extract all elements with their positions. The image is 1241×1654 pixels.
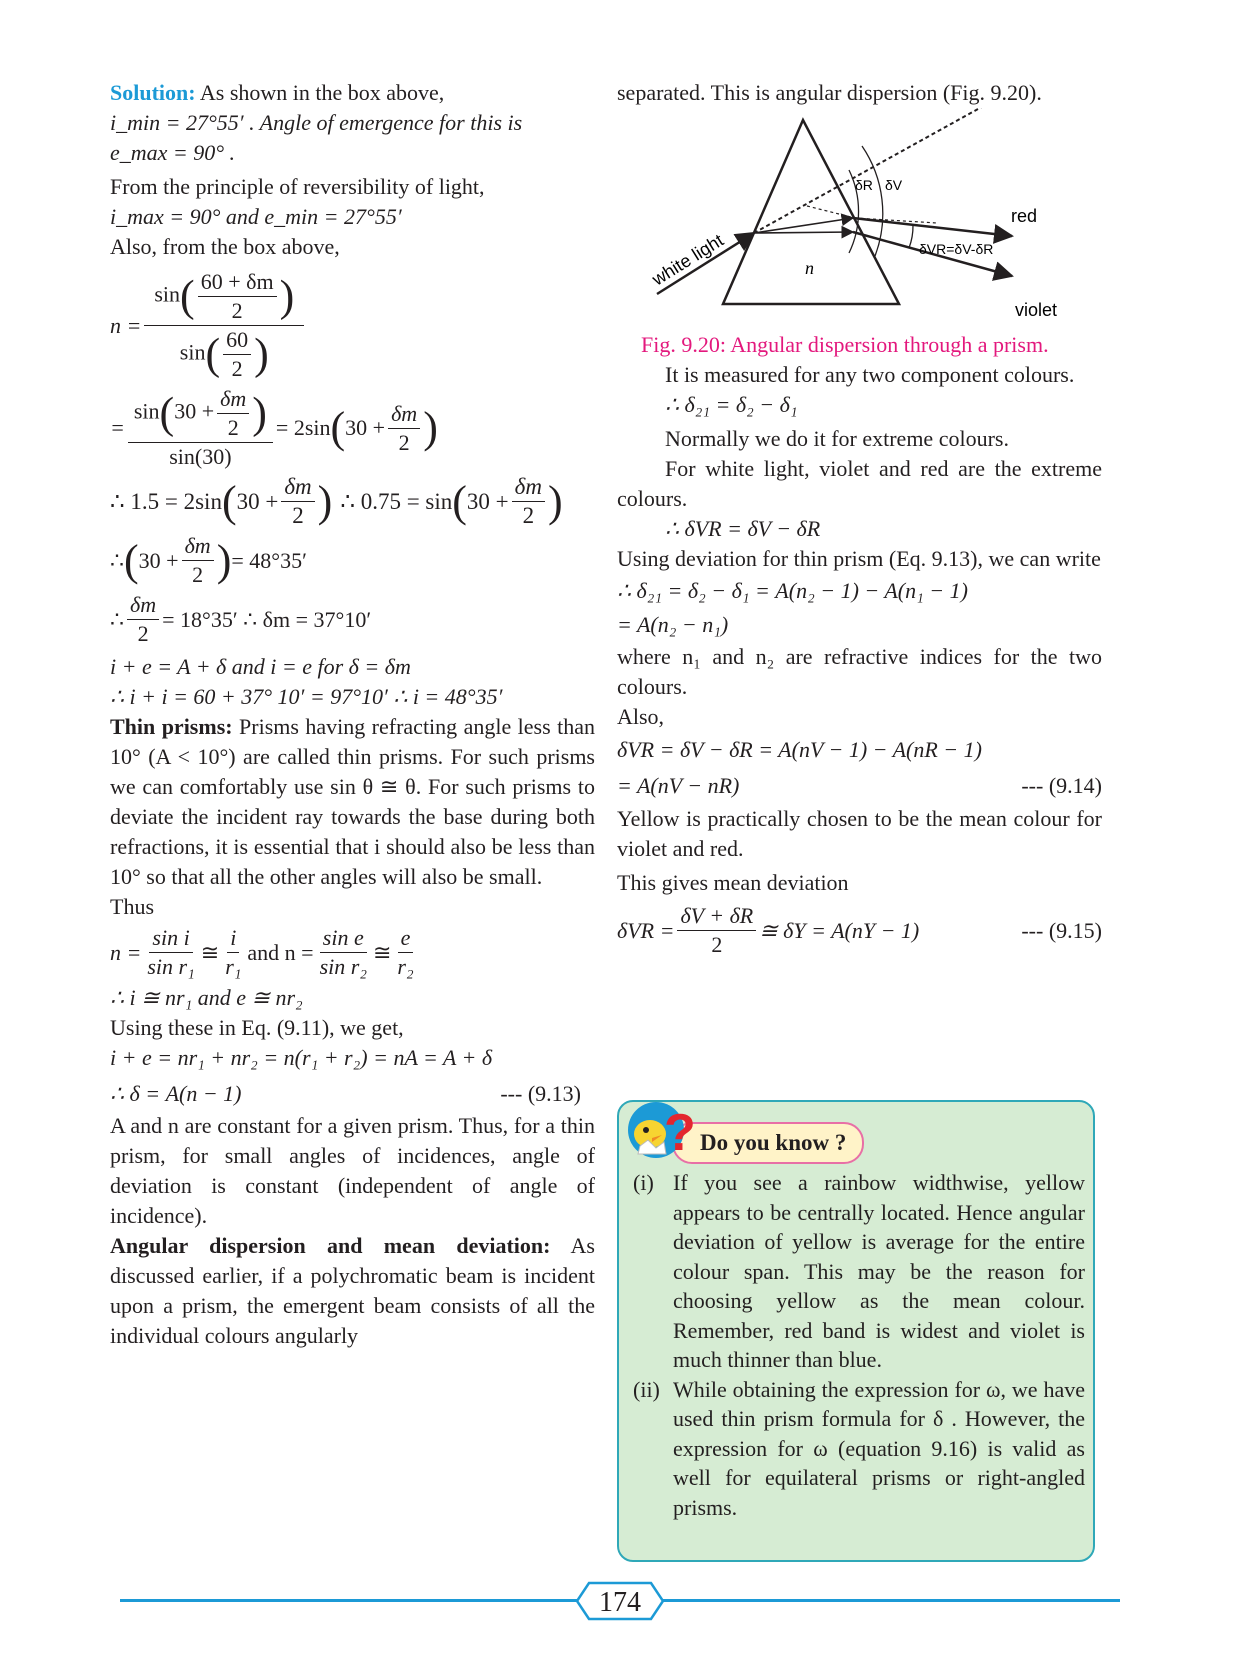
- delta-equation-row: [110, 1079, 595, 1109]
- sin30-formula: = sin(30 + $\frac{\delta m}{2}$ ) sin(30) = 2sin ( 30 + $\frac{\delta m}{2}$ ): [110, 386, 438, 469]
- eq-915: --- (9.15): [1021, 917, 1102, 943]
- dvr-full-equation: δVR = δV − δR = A(nV − 1) − A(nR − 1): [617, 737, 982, 762]
- sin-r1: sin r₁: [147, 954, 195, 979]
- two: 2: [522, 503, 535, 528]
- imax-equation: i_max = 90° and e_min = 27°55′: [110, 204, 402, 229]
- thin-prisms-text: Prisms having refracting angle less than 10° (A < 10°) are called thin prisms. For such prisms we can comfortably use sin θ ≅ θ. For such prisms to deviate the incident ray towards the base during both refractions, it is essential that i should also be less than 10° so that all the other angles will also be small.: [110, 714, 595, 889]
- r1-var: r₁: [225, 954, 242, 979]
- equals-2sin: = 2sin: [275, 415, 331, 440]
- chick-question-icon: [622, 1098, 702, 1162]
- n-label: n: [805, 258, 814, 278]
- page-number: 174: [599, 1587, 641, 1618]
- right-column: [617, 330, 1102, 959]
- dvr-result-row: [617, 768, 1102, 804]
- mean-deviation-formula: [617, 902, 1102, 959]
- thirty-plus: 30 +: [345, 415, 386, 440]
- list-text: While obtaining the expression for ω, we have used thin prism formula for δ . However, the expression for ω (equation 9.16) is valid as well for equilateral prisms or right-angled prisms.: [673, 1376, 1085, 1520]
- angular-dispersion-label: Angular dispersion and mean deviation:: [110, 1233, 551, 1258]
- imin-equation: i_min = 27°55′ . Angle of emergence for this is: [110, 110, 523, 135]
- delta-m: δm: [388, 400, 420, 429]
- delta-m: δm: [182, 532, 214, 561]
- therefore-sign: ∴: [110, 606, 124, 632]
- normally-text: Normally we do it for extreme colours.: [665, 426, 1009, 451]
- prism-dispersion-figure: [617, 108, 1102, 340]
- delta-m: δm: [281, 473, 314, 502]
- eq-914: --- (9.14): [1021, 773, 1102, 798]
- dvr-result-equation: = A(nV − nR): [617, 773, 740, 798]
- measured-text: It is measured for any two component colours.: [665, 362, 1075, 387]
- delta-r-label: δR: [855, 177, 873, 193]
- dvr-numerator: δV + δR: [677, 902, 756, 931]
- thirty-plus: 30 +: [466, 488, 509, 514]
- two: 2: [292, 503, 304, 528]
- sin-i: sin i: [149, 924, 192, 953]
- n-thin-formula: [110, 924, 595, 981]
- ie-sum-equation: i + e = nr₁ + nr₂ = n(r₁ + r₂) = nA = A + δ: [110, 1045, 493, 1070]
- dvr-equation: ∴ δVR = δV − δR: [665, 516, 821, 541]
- red-label: red: [1011, 206, 1038, 226]
- delta-m-formula: [110, 591, 595, 648]
- d21-equation: ∴ δ₂₁ = δ₂ − δ₁: [665, 392, 798, 417]
- thin-prisms-paragraph: [110, 712, 595, 892]
- d21-full-equation: ∴ δ₂₁ = δ₂ − δ₁ = A(n₂ − 1) − A(n₁ − 1): [617, 578, 968, 603]
- sixty-plus-dm: 60 + δm: [198, 268, 277, 297]
- therefore-15-formula: ∴ 1.5 = 2sin ( 30 + $\frac{\delta m}{2}$ ) ∴ 0.75 = sin ( 30 + $\frac{\delta m}{2}$ ): [110, 474, 563, 528]
- n-fraction: sin( $\frac{60 + \delta m}{2}$ ) sin( $\frac{60}{2}$ ): [144, 268, 304, 383]
- using-deviation-text: Using deviation for thin prism (Eq. 9.13), we can write: [617, 546, 1101, 571]
- do-you-know-list: [633, 1168, 1085, 1522]
- also-text: Also,: [617, 704, 665, 729]
- inner-ray-violet: [754, 232, 853, 233]
- thus-text: Thus: [110, 894, 154, 919]
- where-text: where n₁ and n₂ are refractive indices for the two colours.: [617, 644, 1102, 699]
- delta-v-label: δV: [885, 177, 903, 193]
- two: 2: [398, 429, 410, 455]
- angular-dispersion-text: As discussed earlier, if a polychromatic beam is incident upon a prism, the emergent beam consists of all the individual colours angularly: [110, 1233, 595, 1348]
- therefore-15: ∴ 1.5 = 2sin: [110, 488, 222, 514]
- angle-4835-formula: ∴ ( 30 + $\frac{\delta m}{2}$ ) = 48°35′: [110, 533, 307, 587]
- solution-text: As shown in the box above,: [199, 80, 445, 105]
- approx-sign: ≅: [200, 939, 220, 965]
- page-number-badge: [575, 1581, 665, 1621]
- delta-equation: ∴ δ = A(n − 1): [110, 1081, 242, 1106]
- mean-deviation-text: This gives mean deviation: [617, 870, 849, 895]
- and-n-equals: and n =: [247, 939, 314, 965]
- n-equals: n =: [110, 939, 142, 965]
- violet-label: violet: [1015, 300, 1058, 320]
- left-column: [110, 78, 595, 1351]
- delta-m: δm: [217, 385, 249, 414]
- two: 2: [231, 356, 243, 381]
- thin-prisms-label: Thin prisms:: [110, 714, 233, 739]
- e-var: e: [398, 924, 414, 953]
- svg-text:?: ?: [664, 1104, 696, 1162]
- figure-caption: Fig. 9.20: Angular dispersion through a prism.: [641, 332, 1049, 357]
- delta-m: δm: [512, 473, 545, 502]
- delta-m: δm: [127, 591, 159, 620]
- two: 2: [192, 562, 204, 587]
- dvr-lhs: δVR =: [617, 917, 675, 943]
- sin-r2: sin r₂: [319, 954, 367, 979]
- thirty-plus: 30 +: [174, 398, 215, 424]
- solution-paragraph: [110, 78, 595, 108]
- equals-4835: = 48°35′: [231, 547, 307, 573]
- reversibility-text: From the principle of reversibility of light,: [110, 174, 485, 199]
- angular-dispersion-paragraph: [110, 1231, 595, 1351]
- also-box-text: Also, from the box above,: [110, 234, 340, 259]
- list-item: [633, 1375, 1085, 1523]
- for-white-text: For white light, violet and red are the extreme colours.: [617, 456, 1102, 511]
- sixty: 60: [223, 326, 251, 355]
- list-item: [633, 1168, 1085, 1375]
- emax-equation: e_max = 90° .: [110, 140, 236, 165]
- sin-label: sin: [133, 398, 160, 424]
- yellow-text: Yellow is practically chosen to be the mean colour for violet and red.: [617, 806, 1102, 861]
- dvr-denominator: 2: [711, 932, 723, 957]
- dashed-extension: [754, 108, 987, 233]
- r2-var: r₂: [397, 954, 414, 979]
- d21-result-equation: = A(n₂ − n₁): [617, 612, 729, 637]
- using-text: Using these in Eq. (9.11), we get,: [110, 1015, 404, 1040]
- sin30-fraction: sin(30 + $\frac{\delta m}{2}$ ) sin(30): [128, 385, 273, 471]
- thirty-plus: 30 +: [138, 547, 179, 573]
- list-text: If you see a rainbow widthwise, yellow appears to be centrally located. Hence angular deviation of yellow is average for the entire colour span. This may be the reason for choosing yellow as the mean colour. Remember, red band is widest and violet is much thinner than blue.: [673, 1170, 1085, 1372]
- sin-label: sin: [154, 281, 181, 307]
- white-light-label: white light: [648, 230, 728, 290]
- n-lhs: n =: [110, 312, 142, 338]
- equals-1835: = 18°35′ ∴ δm = 37°10′: [162, 606, 372, 632]
- i-var: i: [227, 924, 239, 953]
- do-you-know-title: Do you know ?: [672, 1122, 864, 1164]
- arc-delta-vr: [909, 225, 913, 248]
- sin30: sin(30): [169, 444, 232, 469]
- i-nr1-equation: ∴ i ≅ nr₁ and e ≅ nr₂: [110, 985, 303, 1010]
- dvr-rhs: ≅ δY = A(nY − 1): [759, 917, 920, 943]
- iea-equation: i + e = A + δ and i = e for δ = δm: [110, 654, 411, 679]
- list-marker: (ii): [633, 1376, 660, 1402]
- two: 2: [231, 298, 243, 323]
- therefore-sign: ∴: [110, 547, 124, 573]
- two: 2: [137, 621, 149, 646]
- n-formula: [110, 268, 595, 383]
- red-ray: [853, 218, 1012, 236]
- sin-e: sin e: [320, 924, 367, 953]
- sin-label: sin: [179, 339, 206, 365]
- a-n-constant-text: A and n are constant for a given prism. Thus, for a thin prism, for small angles of incidences, angle of deviation is constant (independent of angle of incidence).: [110, 1113, 595, 1228]
- thirty-plus: 30 +: [236, 488, 279, 514]
- eq-913: --- (9.13): [500, 1081, 581, 1106]
- therefore-075: ∴ 0.75 = sin: [340, 488, 453, 514]
- two: 2: [227, 415, 239, 440]
- list-marker: (i): [633, 1170, 654, 1195]
- iplusi-equation: ∴ i + i = 60 + 37° 10′ = 97°10′ ∴ i = 48°35′: [110, 684, 503, 709]
- delta-vr-label: δVR=δV-δR: [919, 241, 994, 257]
- separated-text: separated. This is angular dispersion (Fig. 9.20).: [617, 80, 1042, 105]
- solution-label: Solution:: [110, 80, 196, 105]
- approx-sign: ≅: [372, 939, 392, 965]
